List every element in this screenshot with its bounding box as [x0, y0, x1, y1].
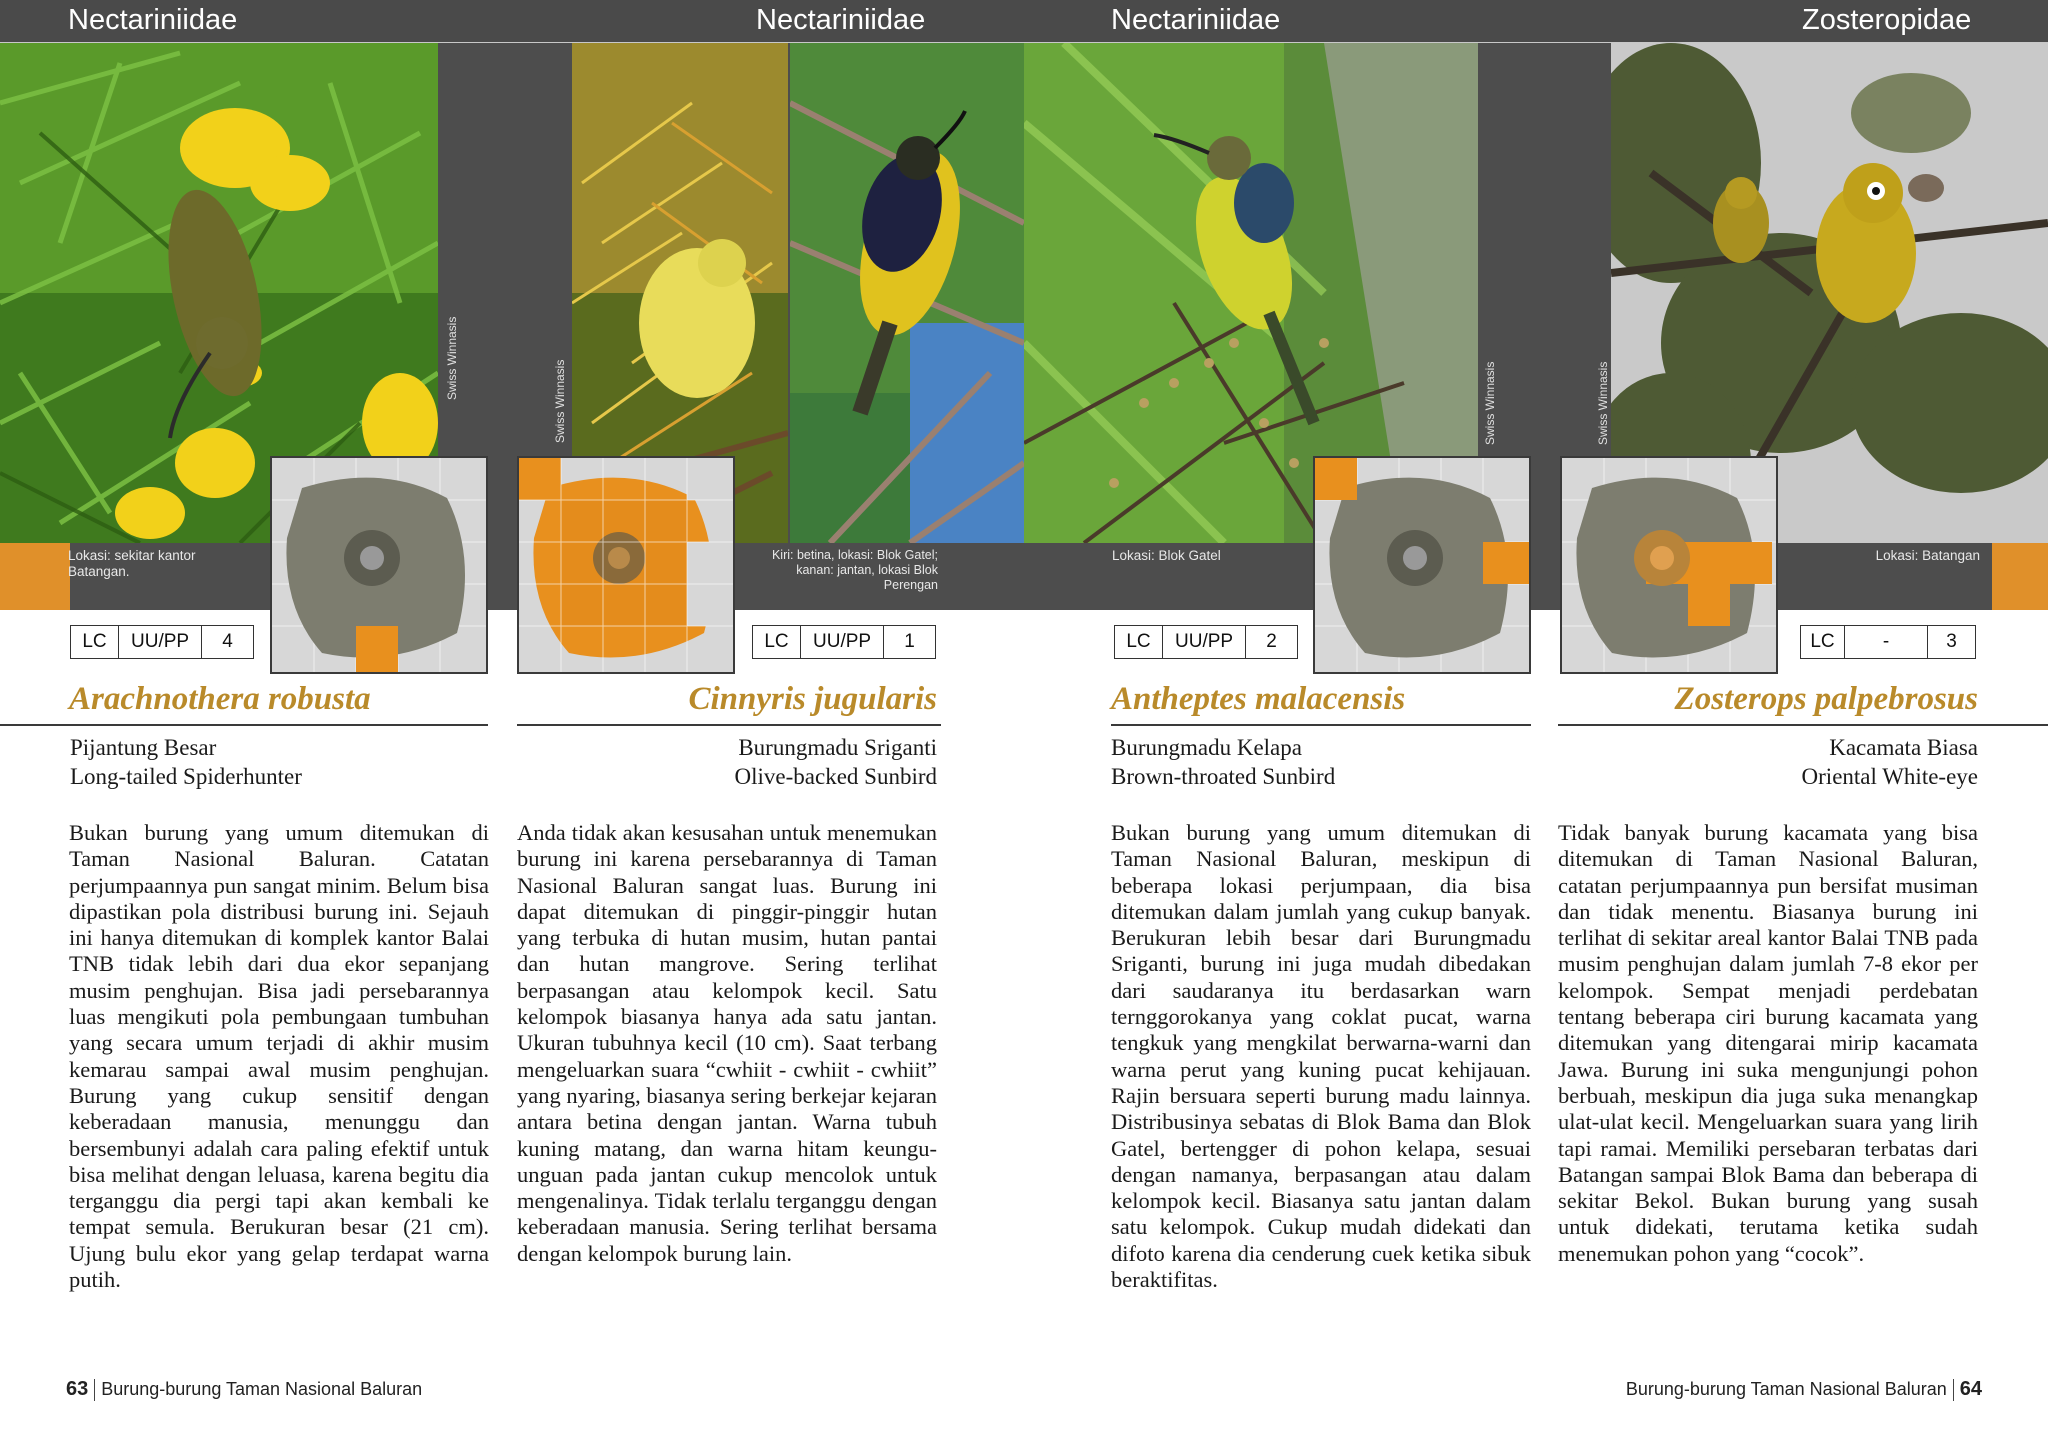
protection-status: UU/PP	[801, 626, 884, 658]
page-number-left: 63	[66, 1378, 89, 1400]
protection-status: -	[1845, 626, 1928, 658]
title-rule-2	[517, 724, 941, 726]
scientific-name-3: Antheptes malacensis	[1111, 681, 1406, 717]
status-box-1	[70, 625, 254, 659]
abundance-code: 2	[1266, 631, 1277, 652]
description-1: Bukan burung yang umum ditemukan di Taman Nasional Baluran. Catatan perjumpaannya pun sangat minim. Belum bisa dipastikan pola distribusi burung ini. Sejauh ini hanya ditemukan di komplek kantor Balai TNB tidak lebih dari dua ekor sepanjang musim penghujan. Bisa jadi persebarannya luas mengikuti pola pembungaan tumbuhan yang secara umum terjadi di akhir musim kemarau sampai awal musim penghujan. Burung yang cukup sensitif dengan keberadaan manusia, menunggu dan bersembunyi adalah cara paling efektif untuk bisa melihat dengan leluasa, karena begitu dia terganggu dia pergi tapi akan kembali ke tempat semula. Berukuran besar (21 cm). Ujung bulu ekor yang gelap terdapat warna putih.	[69, 820, 489, 1293]
abundance-code: 3	[1946, 631, 1957, 652]
abundance-code: 4	[222, 631, 233, 652]
local-name: Pijantung Besar	[70, 735, 217, 760]
title-rule-1	[0, 724, 488, 726]
distribution-map-4	[1560, 456, 1778, 674]
photo-caption-4: Lokasi: Batangan	[1875, 548, 1980, 563]
local-name: Burungmadu Kelapa	[1111, 735, 1302, 760]
book-title-left: Burung-burung Taman Nasional Baluran	[101, 1379, 423, 1399]
orange-tab-left	[0, 543, 70, 610]
english-name: Olive-backed Sunbird	[734, 764, 937, 789]
protection-status: UU/PP	[1163, 626, 1246, 658]
distribution-map-3	[1313, 456, 1531, 674]
description-2: Anda tidak akan kesusahan untuk menemukan burung ini karena persebarannya di Taman Nasional Baluran sangat luas. Burung ini dapat ditemukan di pinggir-pinggir hutan yang terbuka di hutan musim, hutan pantai dan hutan mangrove. Sering terlihat berpasangan atau kelompok kecil. Satu kelompok biasanya hanya ada satu jantan. Ukuran tubuhnya kecil (10 cm). Saat terbang mengeluarkan suara “cwhiit - cwhiit - cwhiit” yang nyaring, biasanya sering berkejar kejaran antara betina dengan jantan. Warna tubuh kuning matang, dan warna hitam keungu-unguan pada jantan cukup mencolok untuk mengenalinya. Tidak terlalu terganggu dengan keberadaan manusia. Sering terlihat bersama dengan kelompok burung lain.	[517, 820, 937, 1266]
iucn-status: LC	[1115, 626, 1163, 658]
common-names-1	[70, 733, 302, 791]
photo-caption-3: Lokasi: Blok Gatel	[1112, 548, 1221, 563]
family-label-3: Nectariniidae	[1111, 4, 1281, 36]
local-name: Kacamata Biasa	[1829, 735, 1978, 760]
photo-caption-2: Kiri: betina, lokasi: Blok Gatel; kanan: jantan, lokasi Blok Perengan	[771, 548, 938, 592]
english-name: Brown-throated Sunbird	[1111, 764, 1336, 789]
footer-left	[66, 1378, 422, 1401]
footer-right	[1626, 1378, 1982, 1401]
photo-credit-3: Swiss Winnasis	[1483, 361, 1497, 445]
status-box-3	[1114, 625, 1298, 659]
book-title-right: Burung-burung Taman Nasional Baluran	[1625, 1379, 1947, 1399]
photo-caption-1: Lokasi: sekitar kantor Batangan.	[68, 548, 196, 579]
iucn-status: LC	[71, 626, 119, 658]
common-names-3	[1111, 733, 1335, 791]
family-label-1: Nectariniidae	[68, 4, 238, 36]
abundance-code: 1	[904, 631, 915, 652]
scientific-name-4: Zosterops palpebrosus	[1674, 681, 1978, 717]
english-name: Oriental White-eye	[1801, 764, 1978, 789]
description-4: Tidak banyak burung kacamata yang bisa ditemukan di Taman Nasional Baluran, catatan perjumpaannya pun bersifat musiman dan tidak menentu. Biasanya burung ini terlihat di sekitar areal kantor Balai TNB pada musim penghujan dalam jumlah 7-8 ekor per kelompok. Sempat menjadi perdebatan tentang beberapa ciri burung kacamata yang ditemukan yang ditengarai mirip kacamata Jawa. Burung ini suka mengunjungi pohon berbuah, meskipun dia juga suka menangkap ulat-ulat kecil. Mengeluarkan suara yang lirih tapi ramai. Memiliki persebaran terbatas dari Batangan sampai Blok Bama dan beberapa di sekitar Bekol. Bukan burung yang susah untuk didekati, terutama ketika sudah menemukan pohon yang “cocok”.	[1558, 820, 1978, 1266]
common-names-2	[517, 733, 937, 791]
orange-tab-right	[1992, 543, 2048, 610]
title-rule-3	[1111, 724, 1531, 726]
iucn-status: LC	[1801, 626, 1845, 658]
page-number-right: 64	[1959, 1378, 1982, 1400]
iucn-status: LC	[753, 626, 801, 658]
family-label-2: Nectariniidae	[756, 4, 926, 36]
scientific-name-1: Arachnothera robusta	[69, 681, 371, 717]
english-name: Long-tailed Spiderhunter	[70, 764, 302, 789]
protection-status: UU/PP	[119, 626, 202, 658]
common-names-4	[1558, 733, 1978, 791]
distribution-map-1	[270, 456, 488, 674]
title-rule-4	[1558, 724, 2048, 726]
photo-sunbird-male	[790, 43, 1024, 543]
photo-credit-2: Swiss Winnasis	[553, 359, 567, 443]
local-name: Burungmadu Sriganti	[738, 735, 937, 760]
status-box-4	[1800, 625, 1976, 659]
distribution-map-2	[517, 456, 735, 674]
description-3: Bukan burung yang umum ditemukan di Taman Nasional Baluran, meskipun di beberapa lokasi perjumpaan, dia bisa ditemukan dalam jumlah yang cukup banyak. Berukuran lebih besar dari Burungmadu Sriganti, burung ini juga mudah dibedakan dari saudaranya itu berdasarkan warn ternggorokanya yang coklat pucat, warna tengkuk yang mengkilat berwarna-warni dan warna perut yang kuning pucat kehijauan. Rajin bersuara seperti burung madu lainnya. Distribusinya sebatas di Blok Bama dan Blok Gatel, bertengger di pohon kelapa, sesuai dengan namanya, berpasangan atau dalam kelompok kecil. Biasanya satu jantan dalam satu kelompok. Cukup mudah didekati dan difoto karena dia cenderung cuek ketika sibuk beraktifitas.	[1111, 820, 1531, 1293]
status-box-2	[752, 625, 936, 659]
scientific-name-2: Cinnyris jugularis	[688, 681, 937, 717]
photo-credit-4: Swiss Winnasis	[1596, 361, 1610, 445]
header-bar	[0, 0, 2048, 42]
family-label-4: Zosteropidae	[1802, 4, 1972, 36]
photo-credit-1: Swiss Winnasis	[445, 316, 459, 400]
